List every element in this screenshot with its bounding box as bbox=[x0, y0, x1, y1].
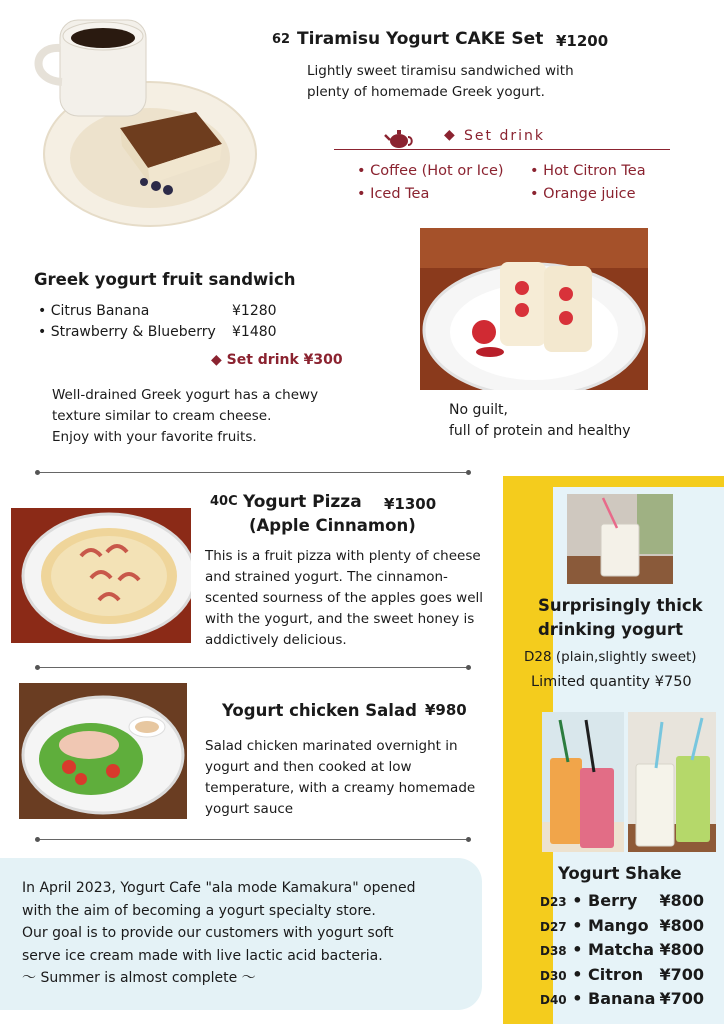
shake-name: • Citron bbox=[572, 965, 644, 984]
sandwich-set-drink: ◆ Set drink ¥300 bbox=[211, 352, 343, 368]
shake-item-matcha bbox=[540, 940, 710, 959]
drinking-yogurt-title: Surprisingly thick drinking yogurt bbox=[538, 596, 703, 639]
drink-coffee: • Coffee (Hot or Ice) bbox=[357, 163, 504, 179]
shake-code: D23 bbox=[540, 895, 567, 909]
pizza-title: Yogurt Pizza bbox=[243, 492, 362, 512]
shake-price: ¥800 bbox=[659, 891, 704, 910]
sandwich-item-1: • Citrus Banana bbox=[38, 303, 150, 319]
sandwich-price-2: ¥1480 bbox=[232, 324, 277, 340]
shake-price: ¥800 bbox=[659, 940, 704, 959]
shake-price: ¥700 bbox=[659, 965, 704, 984]
sandwich-caption: No guilt, full of protein and healthy bbox=[449, 402, 631, 439]
tiramisu-photo bbox=[26, 8, 262, 230]
shake-item-berry bbox=[540, 891, 710, 910]
pizza-photo bbox=[11, 508, 191, 643]
shake-name: • Berry bbox=[572, 891, 638, 910]
set-drink-divider bbox=[334, 149, 670, 150]
pizza-subtitle: (Apple Cinnamon) bbox=[249, 516, 416, 535]
shake-code: D27 bbox=[540, 920, 567, 934]
divider-1 bbox=[37, 472, 469, 473]
divider-3 bbox=[37, 839, 469, 840]
shake-name: • Banana bbox=[572, 989, 656, 1008]
drink-iced-tea: • Iced Tea bbox=[357, 186, 430, 202]
drinking-yogurt-detail: D28 (plain,slightly sweet) bbox=[524, 649, 697, 665]
pizza-price: ¥1300 bbox=[384, 495, 437, 513]
shake-item-banana bbox=[540, 989, 710, 1008]
about-text: In April 2023, Yogurt Cafe "ala mode Kamakura" opened with the aim of becoming a yogurt specialty store. Our goal is to provide our customers with yogurt soft serve ice cream made with live lactic acid bacteria. ～ Summer is almost complete ～ bbox=[22, 880, 416, 986]
shake-code: D40 bbox=[540, 993, 567, 1007]
shake-code: D38 bbox=[540, 944, 567, 958]
sandwich-description: Well-drained Greek yogurt has a chewy texture similar to cream cheese. Enjoy with your favorite fruits. bbox=[52, 387, 319, 445]
salad-price: ¥980 bbox=[425, 701, 467, 719]
shake-name: • Mango bbox=[572, 916, 649, 935]
shake-price: ¥800 bbox=[659, 916, 704, 935]
drinking-yogurt-limited: Limited quantity ¥750 bbox=[531, 674, 692, 690]
sandwich-title: Greek yogurt fruit sandwich bbox=[34, 270, 296, 289]
tiramisu-set-drink-label: Set drink bbox=[464, 128, 545, 144]
tiramisu-title: Tiramisu Yogurt CAKE Set bbox=[297, 29, 544, 49]
shake-photo-2 bbox=[628, 712, 716, 852]
sandwich-photo bbox=[420, 228, 648, 390]
salad-photo bbox=[19, 683, 187, 819]
pizza-code: 40C bbox=[210, 494, 238, 509]
drink-hot-citron: • Hot Citron Tea bbox=[530, 163, 646, 179]
shake-title: Yogurt Shake bbox=[558, 864, 682, 883]
shake-price: ¥700 bbox=[659, 989, 704, 1008]
tiramisu-code: 62 bbox=[272, 32, 291, 47]
salad-title: Yogurt chicken Salad bbox=[222, 701, 417, 720]
divider-2 bbox=[37, 667, 469, 668]
sandwich-price-1: ¥1280 bbox=[232, 303, 277, 319]
shake-name: • Matcha bbox=[572, 940, 655, 959]
shake-item-mango bbox=[540, 916, 710, 935]
drink-orange-juice: • Orange juice bbox=[530, 186, 636, 202]
shake-item-citron bbox=[540, 965, 710, 984]
tiramisu-price: ¥1200 bbox=[556, 32, 609, 50]
sandwich-item-2: • Strawberry & Blueberry bbox=[38, 324, 216, 340]
tiramisu-description: Lightly sweet tiramisu sandwiched with plenty of homemade Greek yogurt. bbox=[307, 63, 574, 100]
teapot-icon bbox=[384, 126, 414, 150]
drinking-yogurt-photo bbox=[567, 494, 673, 584]
pizza-description: This is a fruit pizza with plenty of cheese and strained yogurt. The cinnamon- scented sourness of the apples goes well with the yogurt, and the sweet honey is addictively delicious. bbox=[205, 548, 484, 648]
shake-photo-1 bbox=[542, 712, 624, 852]
diamond-icon: ◆ bbox=[444, 127, 455, 143]
salad-description: Salad chicken marinated overnight in yogurt and then cooked at low temperature, with a creamy homemade yogurt sauce bbox=[205, 738, 476, 817]
shake-code: D30 bbox=[540, 969, 567, 983]
